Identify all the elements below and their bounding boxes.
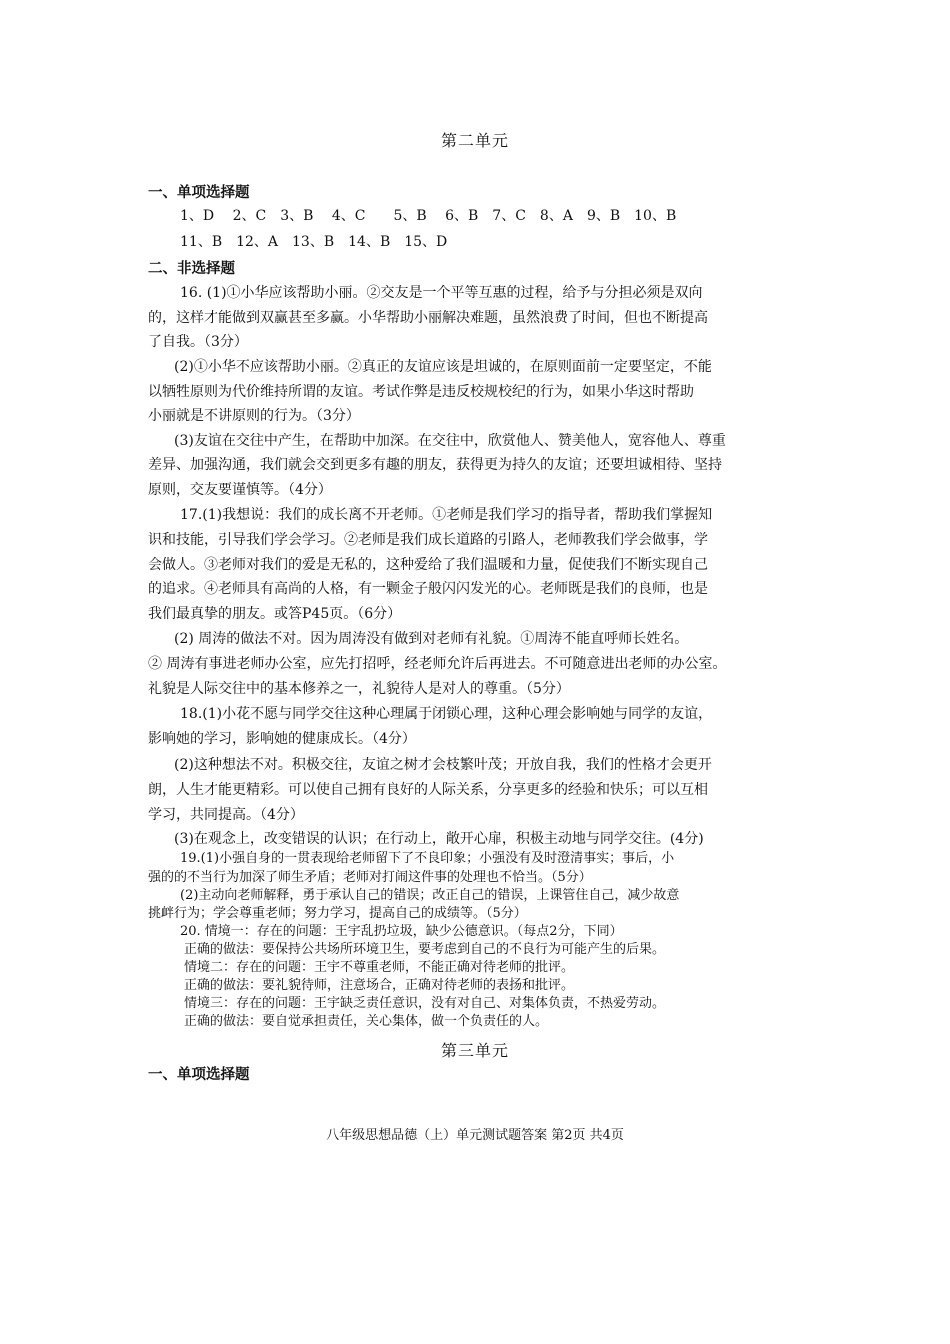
q16-line: 16. (1)①小华应该帮助小丽。②交友是一个平等互惠的过程，给予与分担必须是双向: [180, 285, 703, 301]
q18-line: 学习，共同提高。（4分）: [148, 807, 304, 823]
q19-line: (2)主动向老师解释，勇于承认自己的错误；改正自己的错误，上课管住自己，减少故意: [180, 888, 680, 903]
q17-line: (2) 周涛的做法不对。因为周涛没有做到对老师有礼貌。①周涛不能直呼师长姓名。: [174, 631, 689, 647]
unit2-section2-heading: 二、非选择题: [148, 261, 235, 277]
q17-line: 识和技能，引导我们学会学习。②老师是我们成长道路的引路人，老师教我们学会做事，学: [148, 532, 708, 548]
q20-line: 情境三：存在的问题：王宇缺乏责任意识，没有对自己、对集体负责，不热爱劳动。: [184, 996, 666, 1011]
unit3-title: 第三单元: [440, 1041, 509, 1060]
q18-line: (3)在观念上，改变错误的认识；在行动上，敞开心扉，积极主动地与同学交往。(4分): [174, 831, 704, 847]
q20-line: 正确的做法：要自觉承担责任，关心集体，做一个负责任的人。: [184, 1014, 549, 1029]
q18-line: (2)这种想法不对。积极交往，友谊之树才会枝繁叶茂；开放自我，我们的性格才会更开: [174, 757, 712, 773]
unit3-section1-heading: 一、单项选择题: [148, 1067, 250, 1083]
q20-line: 情境二：存在的问题：王宇不尊重老师，不能正确对待老师的批评。: [184, 960, 575, 975]
page-footer: 八年级思想品德（上）单元测试题答案 第2页 共4页: [326, 1128, 624, 1143]
q16-line: 原则，交友要谨慎等。（4分）: [148, 482, 332, 498]
q16-line: 以牺牲原则为代价维持所谓的友谊。考试作弊是违反校规校纪的行为，如果小华这时帮助: [148, 384, 694, 400]
q16-line: 的，这样才能做到双赢甚至多赢。小华帮助小丽解决难题，虽然浪费了时间，但也不断提高: [148, 310, 708, 326]
choices-row-2: 11、B 12、A 13、B 14、B 15、D: [180, 234, 448, 250]
q19-line: 强的的不当行为加深了师生矛盾；老师对打闹这件事的处理也不恰当。（5分）: [148, 870, 592, 885]
q17-line: 17.(1)我想说：我们的成长离不开老师。①老师是我们学习的指导者，帮助我们掌握知: [180, 507, 713, 523]
unit2-section1-heading: 一、单项选择题: [148, 185, 250, 201]
q17-line: 礼貌是人际交往中的基本修养之一，礼貌待人是对人的尊重。（5分）: [148, 681, 570, 697]
choices-row-1: 1、D 2、C 3、B 4、C 5、B 6、B 7、C 8、A 9、B 10、B: [180, 208, 677, 224]
q17-line: 我们最真挚的朋友。或答P45页。（6分）: [148, 606, 402, 622]
q20-line: 20. 情境一：存在的问题：王宇乱扔垃圾，缺少公德意识。（每点2分，下同）: [180, 924, 623, 939]
q16-line: (2)①小华不应该帮助小丽。②真正的友谊应该是坦诚的，在原则面前一定要坚定，不能: [174, 359, 712, 375]
q16-line: 差异、加强沟通，我们就会交到更多有趣的朋友，获得更为持久的友谊；还要坦诚相待、坚持: [148, 457, 722, 473]
q20-line: 正确的做法：要保持公共场所环境卫生，要考虑到自己的不良行为可能产生的后果。: [184, 942, 666, 957]
q17-line: 的追求。④老师具有高尚的人格，有一颗金子般闪闪发光的心。老师既是我们的良师，也是: [148, 581, 708, 597]
q17-line: ② 周涛有事进老师办公室，应先打招呼，经老师允许后再进去。不可随意进出老师的办公室。: [148, 656, 727, 672]
q16-line: 小丽就是不讲原则的行为。（3分）: [148, 408, 360, 424]
q17-line: 会做人。③老师对我们的爱是无私的，这种爱给了我们温暖和力量，促使我们不断实现自己: [148, 557, 708, 573]
q16-line: 了自我。（3分）: [148, 334, 248, 350]
q16-line: (3)友谊在交往中产生，在帮助中加深。在交往中，欣赏他人、赞美他人，宽容他人、尊重: [174, 433, 726, 449]
q18-line: 朗，人生才能更精彩。可以使自己拥有良好的人际关系，分享更多的经验和快乐；可以互相: [148, 782, 708, 798]
q18-line: 18.(1)小花不愿与同学交往这种心理属于闭锁心理，这种心理会影响她与同学的友谊，: [180, 706, 713, 722]
q19-line: 19.(1)小强自身的一贯表现给老师留下了不良印象；小强没有及时澄清事实；事后，小: [180, 851, 675, 866]
q20-line: 正确的做法：要礼貌待师，注意场合，正确对待老师的表扬和批评。: [184, 978, 575, 993]
q18-line: 影响她的学习，影响她的健康成长。（4分）: [148, 731, 416, 747]
unit2-title: 第二单元: [440, 131, 509, 150]
q19-line: 挑衅行为；学会尊重老师；努力学习，提高自己的成绩等。（5分）: [148, 906, 527, 921]
